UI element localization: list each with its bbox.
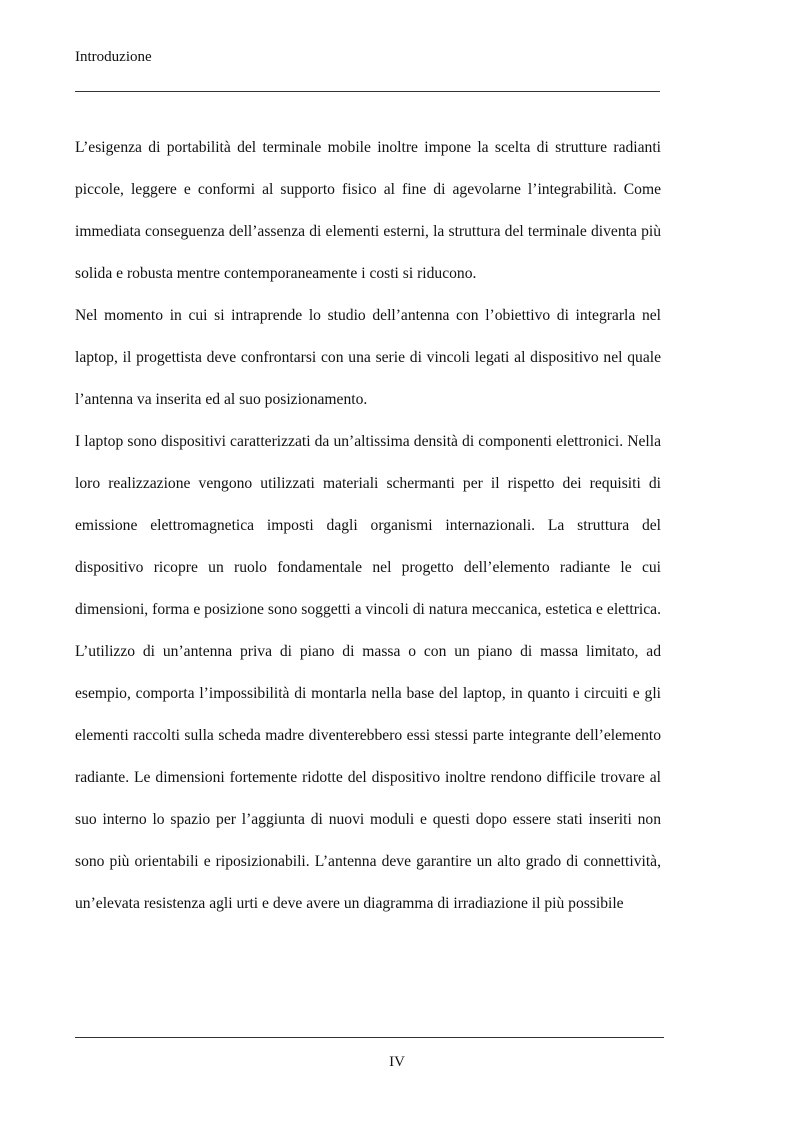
footer-divider	[75, 1037, 664, 1038]
paragraph-1: L’esigenza di portabilità del terminale mobile inoltre impone la scelta di strutture radianti piccole, leggere e conformi al supporto fisico al fine di agevolarne l’integrabilità. Come immediata conseguenza dell’assenza di elementi esterni, la struttura del terminale diventa più solida e robusta mentre contemporaneamente i costi si riducono.	[75, 139, 661, 282]
header-divider	[75, 91, 660, 92]
body-text	[75, 127, 661, 925]
page-number: IV	[389, 1054, 405, 1070]
paragraph-2: Nel momento in cui si intraprende lo studio dell’antenna con l’obiettivo di integrarla nel laptop, il progettista deve confrontarsi con una serie di vincoli legati al dispositivo nel quale l’antenna va inserita ed al suo posizionamento.	[75, 307, 661, 408]
paragraph-3: I laptop sono dispositivi caratterizzati da un’altissima densità di componenti elettronici. Nella loro realizzazione vengono utilizzati materiali schermanti per il rispetto dei requisiti di emissione elettromagnetica imposti dagli organismi internazionali. La struttura del dispositivo ricopre un ruolo fondamentale nel progetto dell’elemento radiante le cui dimensioni, forma e posizione sono soggetti a vincoli di natura meccanica, estetica e elettrica. L’utilizzo di un’antenna priva di piano di massa o con un piano di massa limitato, ad esempio, comporta l’impossibilità di montarla nella base del laptop, in quanto i circuiti e gli elementi raccolti sulla scheda madre diventerebbero essi stessi parte integrante dell’elemento radiante. Le dimensioni fortemente ridotte del dispositivo inoltre rendono difficile trovare al suo interno lo spazio per l’aggiunta di nuovi moduli e questi dopo essere stati inseriti non sono più orientabili e riposizionabili. L’antenna deve garantire un alto grado di connettività, un’elevata resistenza agli urti e deve avere un diagramma di irradiazione il più possibile	[75, 433, 661, 912]
running-header-title: Introduzione	[75, 49, 152, 65]
